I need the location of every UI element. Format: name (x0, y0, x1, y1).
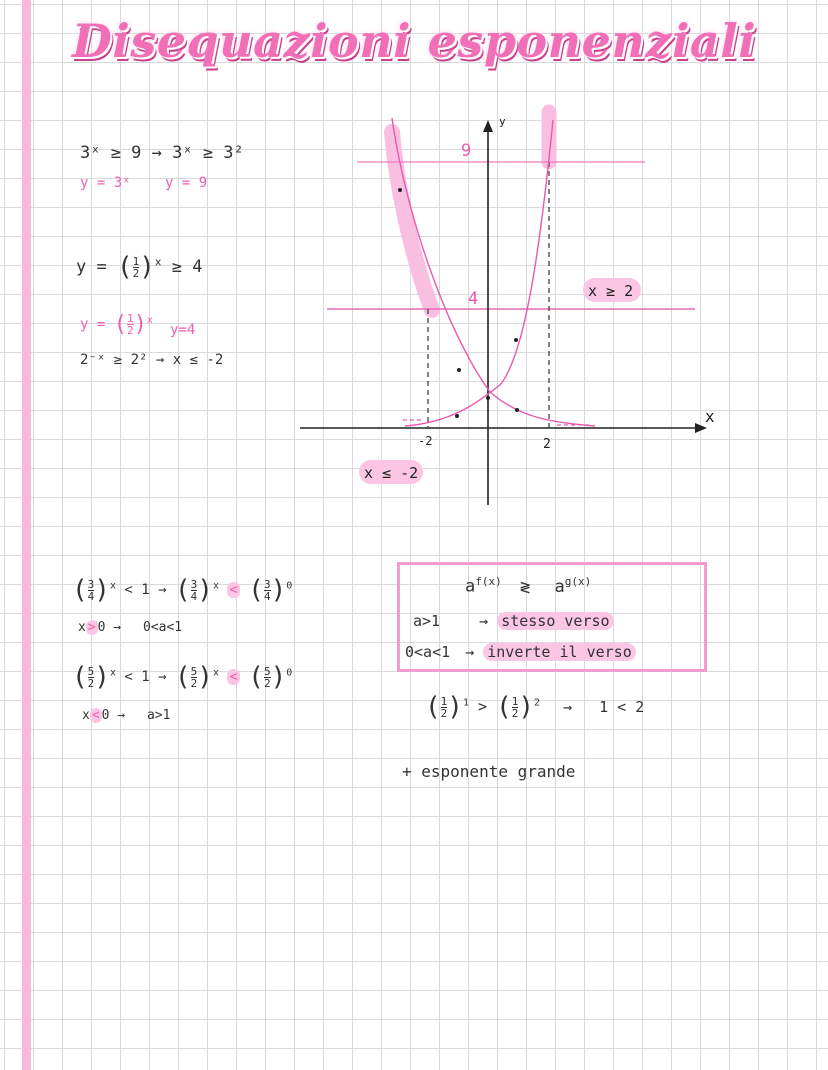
point (486, 396, 490, 400)
comparison-example: ( $\frac{1}{2}$ )$^1$ > ( $\frac{1}{2}$ )$^2$ → 1 < 2 (425, 692, 645, 722)
point (514, 338, 518, 342)
example-2-inequality: y = ( $\frac{1}{2}$ )$^x$ ≥ 4 (76, 252, 203, 282)
example-1-inequality: 3ˣ ≥ 9 → 3ˣ ≥ 3² (80, 143, 244, 163)
y-axis-arrow (483, 120, 493, 132)
example-1-function-1: y = 3ˣ (80, 175, 131, 191)
example-4-inequality: ( $\frac{5}{2}$ )$^x$ < 1 → ( $\frac{5}{2}$ )$^x$ < ( $\frac{5}{2}$ )$^0$ (72, 662, 293, 692)
point (457, 368, 461, 372)
label-4: 4 (468, 289, 479, 309)
example-2-function-1: y = ( $\frac{1}{2}$ )$^x$ (80, 312, 153, 337)
example-3-inequality: ( $\frac{3}{4}$ )$^x$ < 1 → ( $\frac{3}{4}$ )$^x$ < ( $\frac{3}{4}$ )$^0$ (72, 575, 293, 605)
rule-case-1: a>1 → stesso verso (413, 612, 614, 630)
example-1-function-2: y = 9 (165, 175, 208, 191)
example-4-condition: x < 0 → a>1 (82, 708, 171, 723)
rule-case-1-result: stesso verso (497, 612, 613, 630)
page-title: Disequazioni esponenziali (72, 14, 757, 68)
caption-larger-exponent: + esponente grande (402, 762, 576, 781)
fraction-half: $\frac{1}{2}$ (132, 254, 140, 280)
x-axis-label: x (705, 407, 715, 426)
point (398, 188, 402, 192)
example-3-lt-highlight: < (229, 582, 238, 598)
highlight-left-branch (392, 132, 432, 310)
example-2-function-2: y=4 (170, 322, 196, 338)
example-3-condition: x > 0 → 0<a<1 (78, 620, 183, 635)
example-2-solution: 2⁻ˣ ≥ 2² → x ≤ -2 (80, 352, 224, 368)
exponential-graph (295, 100, 725, 520)
point (515, 408, 519, 412)
tick-label-2: 2 (543, 437, 551, 452)
solution-left: x ≤ -2 (364, 464, 419, 482)
example-2-lhs: y = (76, 257, 117, 277)
rule-general-form: $a^{f(x)}$ ≷ $a^{g(x)}$ (465, 575, 592, 597)
example-2-rhs: ≥ 4 (171, 257, 203, 277)
margin-bar (22, 0, 31, 1070)
solution-right: x ≥ 2 (588, 282, 634, 300)
y-axis-label: y (499, 115, 506, 128)
label-9: 9 (461, 141, 472, 161)
rule-case-2-result: inverte il verso (483, 643, 636, 661)
point (455, 414, 459, 418)
rule-case-2: 0<a<1 → inverte il verso (405, 643, 636, 661)
tick-label-neg2: -2 (418, 434, 433, 448)
